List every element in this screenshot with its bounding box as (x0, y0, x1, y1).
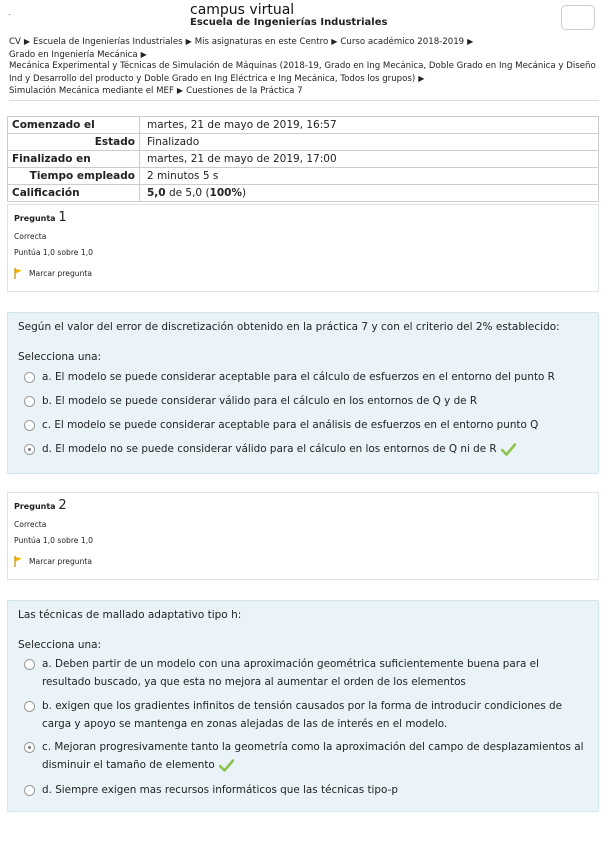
radio-button[interactable] (24, 372, 35, 383)
question-text: Según el valor del error de discretización obtenido en la práctica 7 y con el criterio del 2% establecido: (18, 321, 560, 333)
header (0, 0, 606, 34)
summary-row-state (8, 134, 599, 151)
question-number (14, 499, 592, 514)
answer-option-label: b. exigen que los gradientes infinitos de tensión causados por la forma de introducir condiciones de carga y apoyo se mantenga en zonas alejadas de las de interés en el modelo. (42, 700, 563, 730)
answer-option-label: a. El modelo se puede considerar aceptable para el cálculo de esfuerzos en el entorno del punto R (42, 371, 555, 383)
answer-option-label: c. Mejoran progresivamente tanto la geometría como la aproximación del campo de desplazamientos al disminuir el tamaño de elemento (42, 741, 584, 771)
breadcrumb-item[interactable]: Curso académico 2018-2019 (340, 37, 465, 47)
summary-label: Comenzado el (8, 117, 140, 134)
grade-end: ) (242, 187, 247, 199)
menu-button[interactable] (561, 5, 595, 30)
summary-value: 2 minutos 5 s (140, 168, 599, 185)
breadcrumb-item[interactable]: Cuestiones de la Práctica 7 (186, 86, 303, 96)
radio-button[interactable] (24, 659, 35, 670)
grade-score: 5,0 (147, 187, 166, 199)
breadcrumb-separator-icon: ▶ (467, 37, 474, 46)
radio-button[interactable] (24, 420, 35, 431)
flag-question-button[interactable] (14, 268, 592, 279)
radio-button-selected[interactable] (24, 444, 35, 455)
answer-option-label: d. El modelo no se puede considerar válido para el cálculo en los entornos de Q ni de R (42, 443, 497, 455)
breadcrumb-item[interactable]: CV (9, 37, 21, 47)
answer-prompt: Selecciona una: (18, 639, 102, 651)
answer-option[interactable] (24, 392, 584, 410)
summary-value (140, 185, 599, 202)
breadcrumb-separator-icon: ▶ (23, 37, 31, 46)
answer-option-label: d. Siempre exigen mas recursos informáticos que las técnicas tipo-p (42, 784, 398, 796)
question-content-2 (7, 600, 599, 812)
question-status: Correcta (14, 232, 47, 241)
answer-option[interactable] (24, 655, 584, 691)
answer-option-label: c. El modelo se puede considerar aceptable para el análisis de esfuerzos en el entorno punto Q (42, 419, 539, 431)
radio-button[interactable] (24, 396, 35, 407)
breadcrumb-separator-icon: ▶ (418, 73, 425, 83)
question-number (14, 211, 592, 226)
summary-label: Tiempo empleado (8, 168, 140, 185)
correct-check-icon (219, 759, 234, 772)
question-label: Pregunta (14, 502, 56, 511)
summary-row-time (8, 168, 599, 185)
question-score: Puntúa 1,0 sobre 1,0 (14, 536, 93, 545)
radio-button-selected[interactable] (24, 742, 35, 753)
summary-label: Calificación (8, 185, 140, 202)
breadcrumb-separator-icon: ▶ (185, 37, 192, 46)
flag-label: Marcar pregunta (29, 269, 93, 278)
question-status: Correcta (14, 520, 47, 529)
site-subtitle: Escuela de Ingenierías Industriales (190, 17, 388, 28)
summary-value: martes, 21 de mayo de 2019, 17:00 (140, 151, 599, 168)
answer-option[interactable] (24, 697, 584, 733)
summary-row-finished (8, 151, 599, 168)
breadcrumb-separator-icon: ▶ (331, 37, 338, 46)
breadcrumb-item[interactable]: Mis asignaturas en este Centro (194, 37, 329, 47)
correct-check-icon (501, 443, 516, 456)
answer-option-label-wrap (42, 440, 584, 458)
answer-option-label: a. Deben partir de un modelo con una aproximación geométrica suficientemente buena para el resultado buscado, ya que esta no mejora al aumentar el orden de los elementos (42, 658, 539, 688)
answer-option-selected[interactable] (24, 440, 584, 458)
answer-option[interactable] (24, 781, 584, 799)
answer-option[interactable] (24, 368, 584, 386)
flag-icon (14, 268, 23, 279)
breadcrumb-item[interactable]: Escuela de Ingenierías Industriales (33, 37, 183, 47)
radio-button[interactable] (24, 785, 35, 796)
breadcrumb-separator-icon: ▶ (140, 49, 147, 59)
flag-label: Marcar pregunta (29, 557, 93, 566)
answer-prompt: Selecciona una: (18, 351, 102, 363)
breadcrumb-item[interactable]: Mecánica Experimental y Técnicas de Simulación de Máquinas (2018-19, Grado en Ing Mecánica, Doble Grado en Ing Mecánica y Diseño Ind y Desarrollo del producto y Doble Grado en Ing Eléctrica e Ing Mecánica, Todos los grupos) (9, 61, 596, 84)
flag-icon (14, 556, 23, 567)
summary-value: Finalizado (140, 134, 599, 151)
question-number-value: 2 (58, 498, 67, 513)
answer-option-selected[interactable] (24, 738, 584, 774)
breadcrumb-item[interactable]: Grado en Ingeniería Mecánica (9, 49, 138, 60)
summary-value: martes, 21 de mayo de 2019, 16:57 (140, 117, 599, 134)
radio-button[interactable] (24, 701, 35, 712)
summary-row-started (8, 117, 599, 134)
breadcrumb-separator-icon: ▶ (176, 86, 184, 95)
answer-option[interactable] (24, 416, 584, 434)
site-title[interactable]: campus virtual (190, 2, 295, 18)
attempt-summary-table (7, 116, 599, 202)
answer-option-label-wrap (42, 738, 584, 774)
flag-question-button[interactable] (14, 556, 592, 567)
grade-percent: 100% (209, 187, 242, 199)
question-text: Las técnicas de mallado adaptativo tipo h: (18, 609, 242, 621)
answer-option-label: b. El modelo se puede considerar válido para el cálculo en los entornos de Q y de R (42, 395, 478, 407)
breadcrumb-item[interactable]: Simulación Mecánica mediante el MEF (9, 86, 174, 96)
summary-label: Estado (8, 134, 140, 151)
question-info-2 (7, 492, 599, 580)
header-dot: . (8, 8, 11, 17)
question-content-1 (7, 312, 599, 474)
summary-label: Finalizado en (8, 151, 140, 168)
breadcrumb (9, 36, 599, 98)
question-info-1 (7, 204, 599, 292)
question-label: Pregunta (14, 214, 56, 223)
divider (9, 100, 599, 101)
summary-row-grade (8, 185, 599, 202)
question-number-value: 1 (58, 210, 67, 225)
grade-mid: de 5,0 ( (165, 187, 210, 199)
question-score: Puntúa 1,0 sobre 1,0 (14, 248, 93, 257)
